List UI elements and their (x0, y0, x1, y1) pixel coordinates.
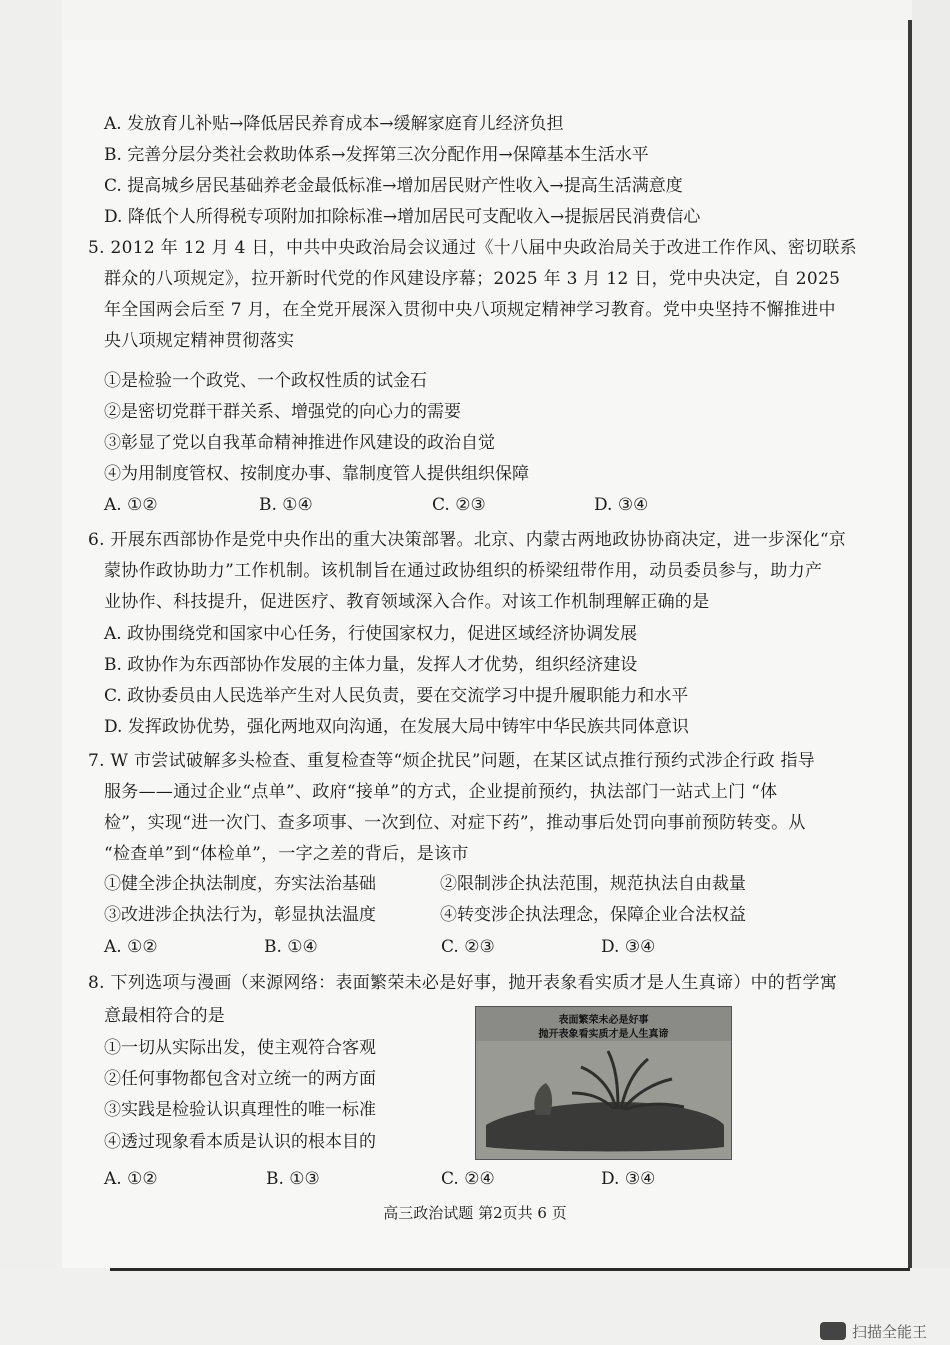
q6-option-a: A. 政协围绕党和国家中心任务，行使国家权力，促进区域经济协调发展 (104, 624, 638, 644)
q7-choice-d: D. ③④ (601, 937, 656, 957)
q8-item: ③实践是检验认识真理性的唯一标准 (104, 1100, 376, 1120)
scan-edge-shadow (908, 20, 912, 1270)
q5-choice-b: B. ①④ (259, 495, 313, 515)
q5-choice-d: D. ③④ (594, 495, 649, 515)
q6-stem-line: 蒙协作政协助力”工作机制。该机制旨在通过政协组织的桥梁纽带作用，动员委员参与，助力产 (104, 561, 823, 581)
q4-option-d: D. 降低个人所得税专项附加扣除标准→增加居民可支配收入→提振居民消费信心 (104, 207, 701, 227)
q8-item: ①一切从实际出发，使主观符合客观 (104, 1038, 376, 1058)
q7-choice-a: A. ①② (104, 937, 158, 957)
q5-item: ④为用制度管权、按制度办事、靠制度管人提供组织保障 (104, 464, 529, 484)
q8-stem-line: 8. 下列选项与漫画（来源网络：表面繁荣未必是好事，抛开表象看实质才是人生真谛）中的哲学寓 (88, 973, 838, 993)
scan-bottom-edge (110, 1268, 910, 1271)
q7-item: ④转变涉企执法理念，保障企业合法权益 (440, 905, 746, 925)
q7-stem-line: 服务——通过企业“点单”、政府“接单”的方式，企业提前预约，执法部门一站式上门 “体 (104, 782, 778, 802)
q7-item: ③改进涉企执法行为，彰显执法温度 (104, 905, 376, 925)
scan-margin-right (912, 0, 950, 1345)
q8-choice-c: C. ②④ (441, 1169, 495, 1189)
q8-item: ②任何事物都包含对立统一的两方面 (104, 1069, 376, 1089)
comic-caption: 表面繁荣未必是好事 (558, 1015, 649, 1026)
comic-caption: 抛开表象看实质才是人生真谛 (538, 1029, 669, 1040)
q7-stem-line: 7. W 市尝试破解多头检查、重复检查等“烦企扰民”问题，在某区试点推行预约式涉企行政 指导 (88, 751, 816, 771)
q5-item: ①是检验一个政党、一个政权性质的试金石 (104, 371, 427, 391)
scan-margin-left (0, 0, 62, 1345)
q5-stem-line: 央八项规定精神贯彻落实 (104, 331, 295, 351)
q6-stem-line: 业协作、科技提升，促进医疗、教育领域深入合作。对该工作机制理解正确的是 (104, 592, 710, 612)
q8-choice-b: B. ①③ (266, 1169, 320, 1189)
page-footer: 高三政治试题 第2页共 6 页 (383, 1204, 567, 1222)
q8-choice-a: A. ①② (104, 1169, 158, 1189)
scanner-watermark-text: 扫描全能王 (852, 1323, 928, 1341)
scanner-logo-icon (820, 1322, 846, 1340)
q5-stem-line: 5. 2012 年 12 月 4 日，中共中央政治局会议通过《十八届中央政治局关于改进工作作风、密切联系 (88, 238, 857, 258)
scan-bottom-margin (0, 1268, 950, 1345)
q4-option-a: A. 发放育儿补贴→降低居民养育成本→缓解家庭育儿经济负担 (104, 114, 564, 134)
scanner-watermark (820, 1318, 950, 1345)
comic-drawing (476, 1007, 731, 1159)
q8-choice-d: D. ③④ (601, 1169, 656, 1189)
q5-item: ②是密切党群干群关系、增强党的向心力的需要 (104, 402, 461, 422)
q5-choice-a: A. ①② (104, 495, 158, 515)
q4-option-c: C. 提高城乡居民基础养老金最低标准→增加居民财产性收入→提高生活满意度 (104, 176, 683, 196)
comic-image (475, 1006, 732, 1160)
q5-stem-line: 群众的八项规定》，拉开新时代党的作风建设序幕；2025 年 3 月 12 日，党中央决定，自 2025 (104, 269, 841, 289)
q8-item: ④透过现象看本质是认识的根本目的 (104, 1132, 376, 1152)
q5-stem-line: 年全国两会后至 7 月，在全党开展深入贯彻中央八项规定精神学习教育。党中央坚持不懈推进中 (104, 300, 836, 320)
q5-choice-c: C. ②③ (432, 495, 486, 515)
q4-option-b: B. 完善分层分类社会救助体系→发挥第三次分配作用→保障基本生活水平 (104, 145, 649, 165)
q6-stem-line: 6. 开展东西部协作是党中央作出的重大决策部署。北京、内蒙古两地政协协商决定，进一步深化“京 (88, 530, 847, 550)
q7-item: ②限制涉企执法范围，规范执法自由裁量 (440, 874, 746, 894)
q6-option-b: B. 政协作为东西部协作发展的主体力量，发挥人才优势，组织经济建设 (104, 655, 638, 675)
q7-stem-line: “检查单”到“体检单”，一字之差的背后，是该市 (104, 844, 469, 864)
q7-choice-c: C. ②③ (441, 937, 495, 957)
q7-stem-line: 检”，实现“进一次门、查多项事、一次到位、对症下药”，推动事后处罚向事前预防转变。从 (104, 813, 806, 833)
q8-stem-line: 意最相符合的是 (104, 1006, 226, 1026)
q5-item: ③彰显了党以自我革命精神推进作风建设的政治自觉 (104, 433, 495, 453)
q6-option-d: D. 发挥政协优势，强化两地双向沟通，在发展大局中铸牢中华民族共同体意识 (104, 717, 689, 737)
q6-option-c: C. 政协委员由人民选举产生对人民负责，要在交流学习中提升履职能力和水平 (104, 686, 689, 706)
q7-item: ①健全涉企执法制度，夯实法治基础 (104, 874, 376, 894)
q7-choice-b: B. ①④ (264, 937, 318, 957)
